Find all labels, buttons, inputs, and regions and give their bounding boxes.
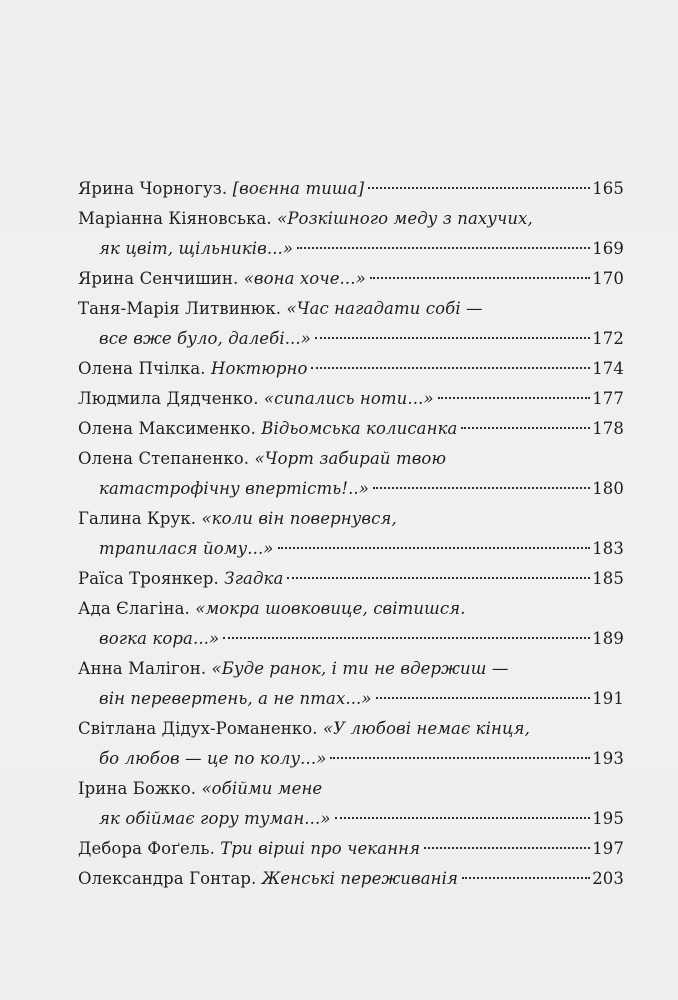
dot-leader — [330, 757, 590, 759]
table-of-contents — [78, 174, 624, 894]
toc-entry-line — [78, 444, 624, 474]
toc-title: «мокра шовковице, світишся. — [195, 599, 466, 618]
toc-author: Світлана Дідух-Романенко. — [78, 719, 318, 738]
toc-entry — [78, 864, 624, 894]
toc-entry — [78, 834, 624, 864]
dot-leader — [297, 247, 590, 249]
toc-entry-line — [78, 204, 624, 234]
toc-author: Олена Пчілка. — [78, 359, 206, 378]
toc-title: «Чорт забирай твою — [254, 449, 447, 468]
dot-leader — [223, 637, 590, 639]
toc-entry-line — [78, 834, 624, 864]
toc-entry — [78, 714, 624, 774]
toc-entry-line — [78, 774, 624, 804]
toc-author: Олена Степаненко. — [78, 449, 250, 468]
toc-author: Людмила Дядченко. — [78, 389, 259, 408]
toc-page-number: 165 — [592, 179, 624, 198]
toc-entry — [78, 414, 624, 444]
toc-entry-continuation-line — [78, 534, 624, 564]
toc-page-number: 174 — [592, 359, 624, 378]
toc-entry-line — [78, 264, 624, 294]
toc-author: Анна Малігон. — [78, 659, 207, 678]
dot-leader — [287, 577, 590, 579]
toc-entry-line — [78, 714, 624, 744]
toc-title: Женські переживанія — [261, 869, 459, 888]
toc-title: «Час нагадати собі — — [286, 299, 483, 318]
toc-page-number: 180 — [592, 479, 624, 498]
dot-leader — [370, 277, 590, 279]
toc-title: як цвіт, щільників...» — [99, 239, 294, 258]
toc-author: Таня-Марія Литвинюк. — [78, 299, 282, 318]
toc-entry-continuation-line — [78, 624, 624, 654]
dot-leader — [462, 877, 590, 879]
toc-page-number: 189 — [592, 629, 624, 648]
toc-entry — [78, 174, 624, 204]
toc-page-number: 177 — [592, 389, 624, 408]
toc-author: Галина Крук. — [78, 509, 197, 528]
toc-entry-line — [78, 294, 624, 324]
toc-page-number: 193 — [592, 749, 624, 768]
toc-entry — [78, 504, 624, 564]
toc-title: Ноктюрно — [210, 359, 308, 378]
toc-entry-line — [78, 414, 624, 444]
toc-title: вогка кора...» — [99, 629, 220, 648]
toc-entry — [78, 444, 624, 504]
dot-leader — [461, 427, 590, 429]
toc-page-number: 185 — [592, 569, 624, 588]
toc-title: Відьомська колисанка — [261, 419, 458, 438]
toc-title: катастрофічну впертість!..» — [99, 479, 369, 498]
toc-title: «сипались ноти...» — [263, 389, 434, 408]
toc-entry-continuation-line — [78, 474, 624, 504]
dot-leader — [311, 367, 590, 369]
toc-title: трапилася йому...» — [99, 539, 274, 558]
dot-leader — [368, 187, 590, 189]
toc-entry — [78, 354, 624, 384]
toc-entry — [78, 594, 624, 654]
dot-leader — [376, 697, 591, 699]
dot-leader — [373, 487, 590, 489]
toc-title: «Буде ранок, і ти не вдержиш — — [211, 659, 509, 678]
toc-entry — [78, 384, 624, 414]
toc-title: Три вірші про чекання — [220, 839, 421, 858]
toc-entry — [78, 264, 624, 294]
toc-author: Ірина Божко. — [78, 779, 197, 798]
toc-author: Олена Максименко. — [78, 419, 256, 438]
toc-entry-continuation-line — [78, 684, 624, 714]
toc-entry-continuation-line — [78, 744, 624, 774]
toc-title: «обійми мене — [201, 779, 323, 798]
toc-author: Маріанна Кіяновська. — [78, 209, 272, 228]
toc-page-number: 197 — [592, 839, 624, 858]
toc-title: як обіймає гору туман...» — [99, 809, 331, 828]
toc-title: бо любов — це по колу...» — [99, 749, 327, 768]
toc-page-number: 183 — [592, 539, 624, 558]
toc-page-number: 191 — [592, 689, 624, 708]
toc-page-number: 169 — [592, 239, 624, 258]
toc-entry-line — [78, 174, 624, 204]
dot-leader — [438, 397, 591, 399]
toc-entry — [78, 654, 624, 714]
toc-title: все вже було, далебі...» — [99, 329, 311, 348]
toc-entry-line — [78, 654, 624, 684]
toc-entry-continuation-line — [78, 804, 624, 834]
dot-leader — [424, 847, 590, 849]
toc-entry-line — [78, 564, 624, 594]
toc-entry-line — [78, 354, 624, 384]
toc-entry-line — [78, 594, 624, 624]
toc-author: Раїса Троянкер. — [78, 569, 219, 588]
toc-entry — [78, 774, 624, 834]
toc-page-number: 178 — [592, 419, 624, 438]
toc-author: Дебора Фоґель. — [78, 839, 215, 858]
toc-author: Ярина Сенчишин. — [78, 269, 239, 288]
dot-leader — [315, 337, 590, 339]
toc-entry-line — [78, 384, 624, 414]
toc-entry — [78, 294, 624, 354]
toc-title: «У любові немає кінця, — [322, 719, 530, 738]
toc-entry-continuation-line — [78, 324, 624, 354]
toc-title: «коли він повернувся, — [201, 509, 397, 528]
toc-author: Ярина Чорногуз. — [78, 179, 228, 198]
toc-page-number: 203 — [592, 869, 624, 888]
toc-page-number: 170 — [592, 269, 624, 288]
toc-entry-line — [78, 864, 624, 894]
toc-page-number: 172 — [592, 329, 624, 348]
toc-entry — [78, 564, 624, 594]
toc-title: [воєнна тиша] — [232, 179, 365, 198]
dot-leader — [335, 817, 591, 819]
toc-title: «вона хоче...» — [243, 269, 366, 288]
toc-entry — [78, 204, 624, 264]
toc-title: він перевертень, а не птах...» — [99, 689, 372, 708]
dot-leader — [278, 547, 591, 549]
toc-author: Ада Єлагіна. — [78, 599, 190, 618]
toc-entry-continuation-line — [78, 234, 624, 264]
toc-page-number: 195 — [592, 809, 624, 828]
toc-title: «Розкішного меду з пахучих, — [277, 209, 533, 228]
toc-author: Олександра Гонтар. — [78, 869, 257, 888]
toc-title: Згадка — [224, 569, 284, 588]
toc-entry-line — [78, 504, 624, 534]
